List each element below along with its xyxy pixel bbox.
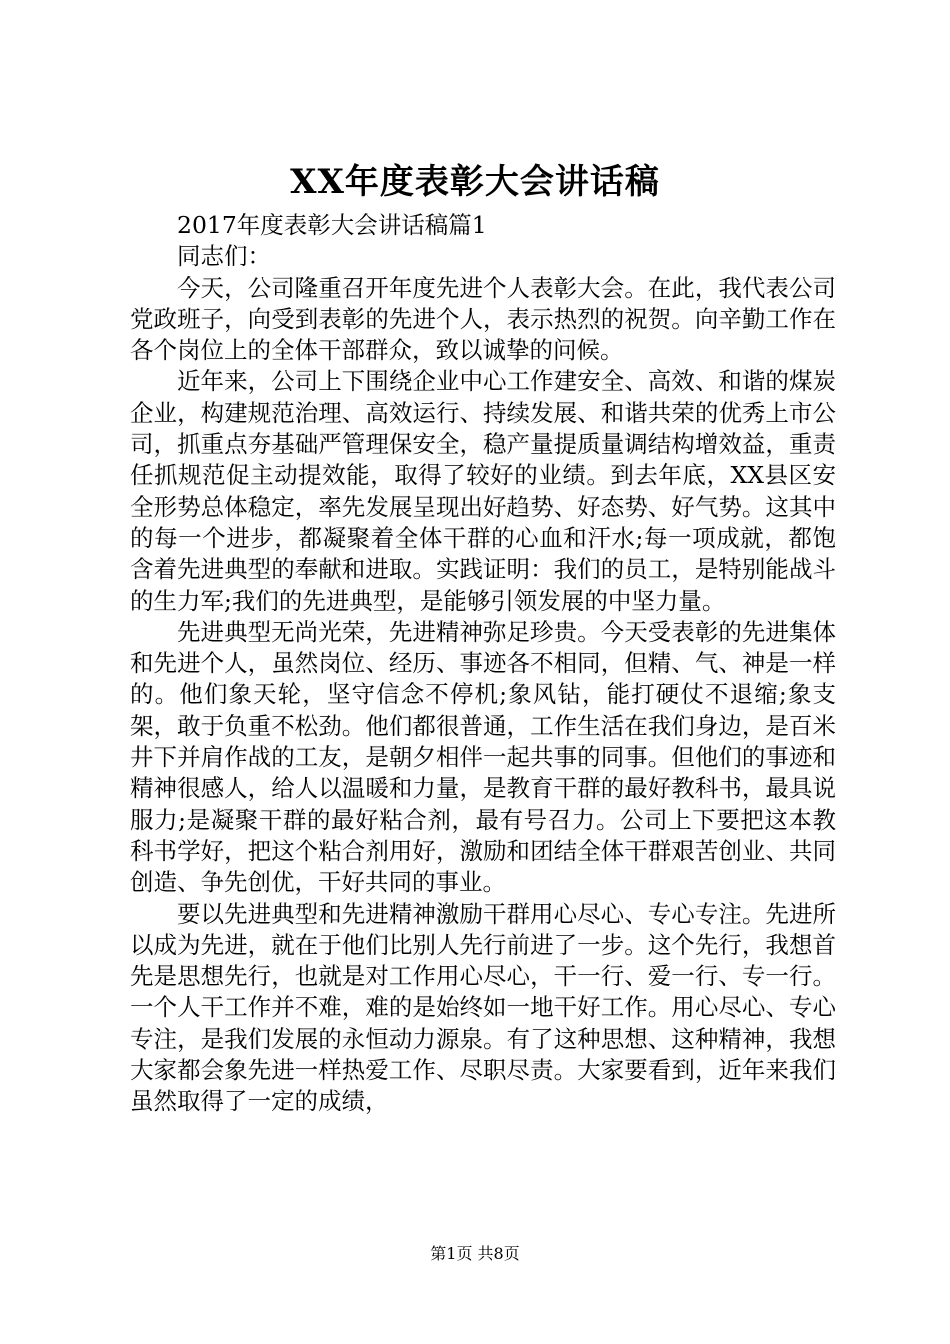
document-title: XX年度表彰大会讲话稿 (290, 162, 660, 202)
paragraph-1: 今天，公司隆重召开年度先进个人表彰大会。在此，我代表公司党政班子，向受到表彰的先进个人，表示热烈的祝贺。向辛勤工作在各个岗位上的全体干部群众，致以诚挚的问候。 (130, 273, 836, 365)
paragraph-3: 先进典型无尚光荣，先进精神弥足珍贵。今天受表彰的先进集体和先进个人，虽然岗位、经历、事迹各不相同，但精、气、神是一样的。他们象天轮，坚守信念不停机;象风钻，能打硬仗不退缩;象支架，敢于负重不松劲。他们都很普通，工作生活在我们身边，是百米井下并肩作战的工友，是朝夕相伴一起共事的同事。但他们的事迹和精神很感人，给人以温暖和力量，是教育干群的最好教科书，最具说服力;是凝聚干群的最好粘合剂，最有号召力。公司上下要把这本教科书学好，把这个粘合剂用好，激励和团结全体干群艰苦创业、共同创造、争先创优，干好共同的事业。 (130, 617, 836, 897)
salutation: 同志们： (177, 242, 271, 271)
paragraph-4: 要以先进典型和先进精神激励干群用心尽心、专心专注。先进所以成为先进，就在于他们比别人先行前进了一步。这个先行，我想首先是思想先行，也就是对工作用心尽心，干一行、爱一行、专一行。一个人干工作并不难，难的是始终如一地干好工作。用心尽心、专心专注，是我们发展的永恒动力源泉。有了这种思想、这种精神，我想大家都会象先进一样热爱工作、尽职尽责。大家要看到，近年来我们虽然取得了一定的成绩， (130, 899, 836, 1116)
document-subtitle: 2017年度表彰大会讲话稿篇1 (177, 211, 487, 239)
page-number-footer: 第1页 共8页 (430, 1244, 520, 1263)
paragraph-2: 近年来，公司上下围绕企业中心工作建安全、高效、和谐的煤炭企业，构建规范治理、高效运行、持续发展、和谐共荣的优秀上市公司，抓重点夯基础严管理保安全，稳产量提质量调结构增效益，重责任抓规范促主动提效能，取得了较好的业绩。到去年底，XX县区安全形势总体稳定，率先发展呈现出好趋势、好态势、好气势。这其中的每一个进步，都凝聚着全体干群的心血和汗水;每一项成就，都饱含着先进典型的奉献和进取。实践证明：我们的员工，是特别能战斗的生力军;我们的先进典型，是能够引领发展的中坚力量。 (130, 367, 836, 615)
document-body (130, 210, 836, 1118)
